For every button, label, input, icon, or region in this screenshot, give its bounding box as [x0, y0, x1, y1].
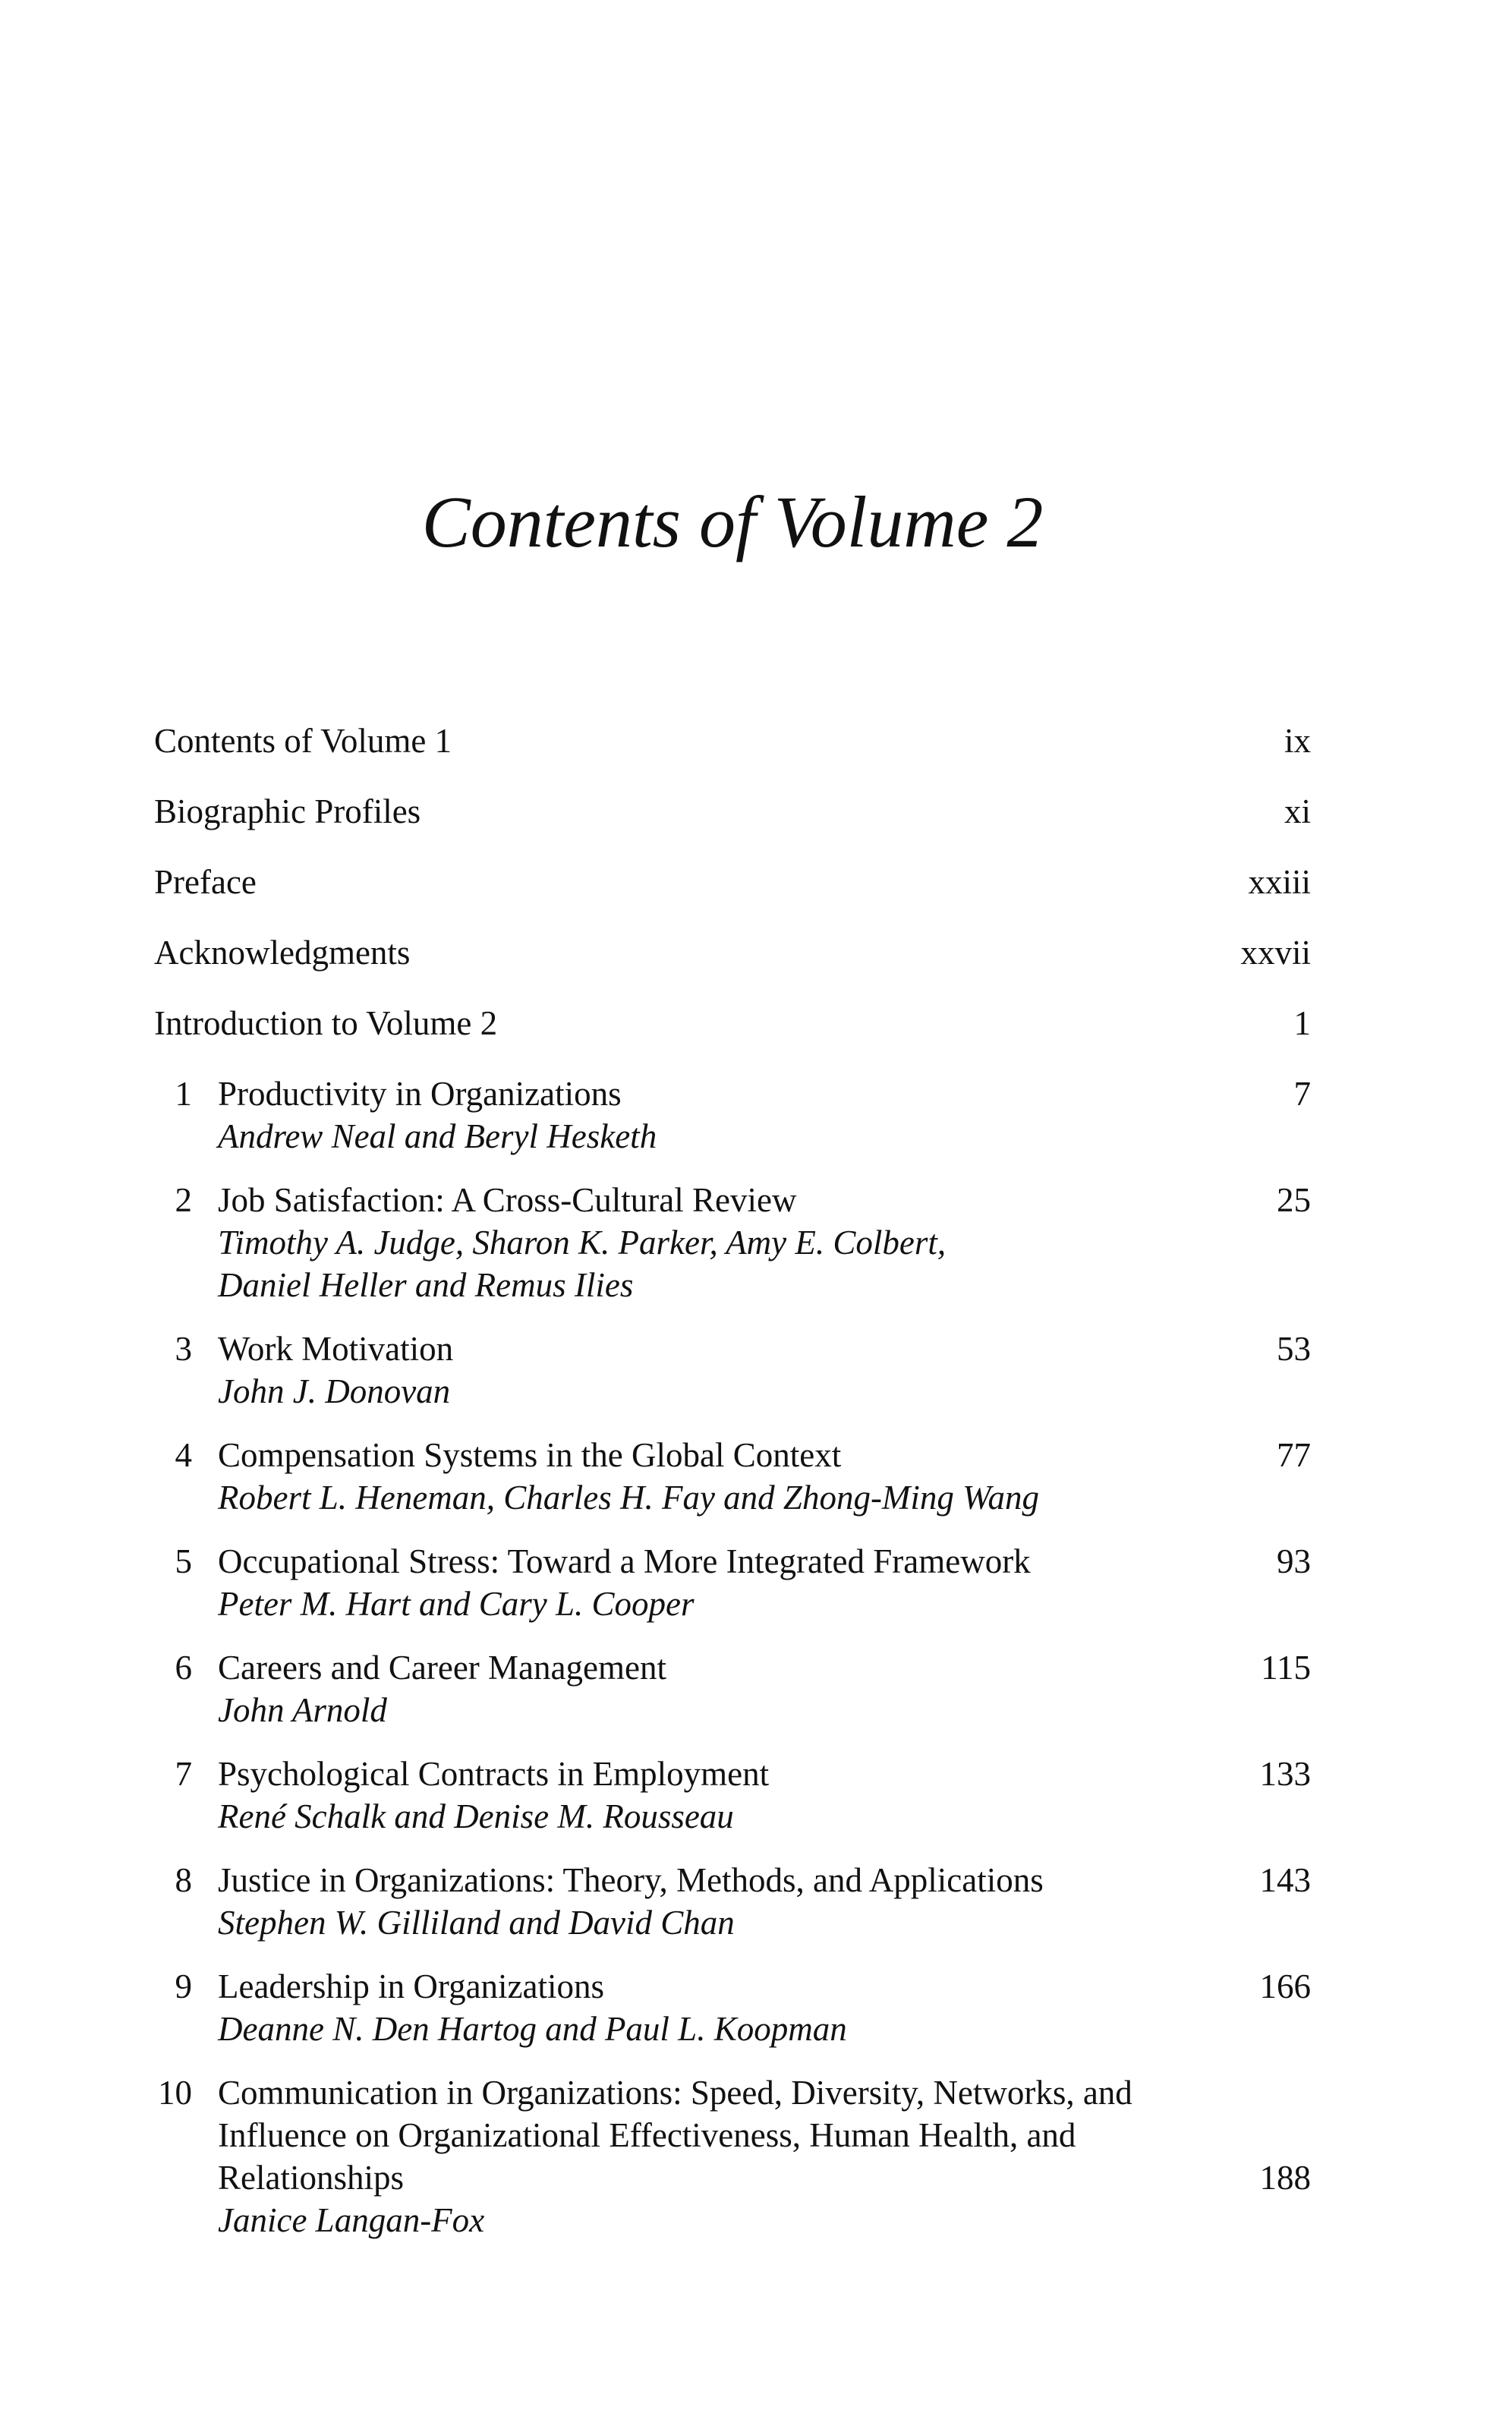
- toc-entry-page: xxiii: [1248, 863, 1311, 901]
- chapter-title: Psychological Contracts in Employment: [218, 1755, 770, 1793]
- chapter-page: 77: [1277, 1436, 1311, 1474]
- chapter-number: 10: [158, 2074, 192, 2112]
- chapter-page: 93: [1277, 1542, 1311, 1580]
- chapter-number: 4: [175, 1436, 192, 1474]
- chapter-page: 25: [1277, 1181, 1311, 1219]
- toc-entry-page: xi: [1284, 792, 1311, 830]
- chapter-page: 143: [1259, 1861, 1311, 1899]
- chapter-title: Leadership in Organizations: [218, 1967, 605, 2005]
- chapter-entry-4[interactable]: [154, 1434, 1311, 1519]
- chapter-authors: Timothy A. Judge, Sharon K. Parker, Amy E. Colbert, Daniel Heller and Remus Ilies: [218, 1224, 947, 1304]
- toc-entry-label: Introduction to Volume 2: [154, 1004, 498, 1042]
- chapter-entry-9[interactable]: [154, 1965, 1311, 2050]
- chapter-entry-5[interactable]: [154, 1540, 1311, 1625]
- chapter-title: Work Motivation: [218, 1330, 454, 1368]
- chapter-title: Compensation Systems in the Global Context: [218, 1436, 842, 1474]
- chapter-page: 53: [1277, 1330, 1311, 1368]
- chapter-entry-2[interactable]: [154, 1179, 1311, 1306]
- chapter-title: Job Satisfaction: A Cross-Cultural Review: [218, 1181, 797, 1219]
- chapter-entry-7[interactable]: [154, 1753, 1311, 1838]
- chapter-title: Careers and Career Management: [218, 1649, 666, 1687]
- chapter-authors: Janice Langan-Fox: [218, 2201, 485, 2239]
- chapter-number: 8: [175, 1861, 192, 1899]
- chapter-page: 115: [1261, 1649, 1311, 1687]
- chapter-authors: John Arnold: [218, 1691, 387, 1729]
- chapter-title: Productivity in Organizations: [218, 1075, 622, 1113]
- chapter-authors: René Schalk and Denise M. Rousseau: [218, 1797, 734, 1835]
- chapter-page: 7: [1293, 1075, 1311, 1113]
- page-title: Contents of Volume 2: [421, 481, 1044, 562]
- chapter-page: 188: [1259, 2159, 1311, 2197]
- chapter-number: 9: [175, 1967, 192, 2005]
- chapter-number: 7: [175, 1755, 192, 1793]
- chapter-number: 3: [175, 1330, 192, 1368]
- toc-entry-label: Biographic Profiles: [154, 792, 421, 830]
- chapter-entry-10[interactable]: [154, 2071, 1311, 2241]
- chapter-title: Communication in Organizations: Speed, Diversity, Networks, and Influence on Organizational Effectiveness, Human Health, and Relationships: [218, 2074, 1132, 2197]
- toc-entry-page: xxvii: [1240, 934, 1311, 972]
- chapter-authors: Deanne N. Den Hartog and Paul L. Koopman: [218, 2010, 847, 2048]
- chapter-page: 166: [1259, 1967, 1311, 2005]
- toc-entry-label: Contents of Volume 1: [154, 722, 452, 760]
- toc-entry-contents-volume-1[interactable]: [154, 720, 1311, 762]
- chapter-entry-6[interactable]: [154, 1646, 1311, 1731]
- chapter-number: 5: [175, 1542, 192, 1580]
- chapter-authors: Stephen W. Gilliland and David Chan: [218, 1904, 735, 1942]
- chapter-number: 2: [175, 1181, 192, 1219]
- toc-entry-page: ix: [1284, 722, 1311, 760]
- toc-entry-page: 1: [1293, 1004, 1311, 1042]
- chapter-number: 6: [175, 1649, 192, 1687]
- chapter-authors: Peter M. Hart and Cary L. Cooper: [218, 1585, 695, 1623]
- toc-entry-biographic-profiles[interactable]: [154, 790, 1311, 833]
- chapter-entry-3[interactable]: [154, 1328, 1311, 1413]
- toc-entry-preface[interactable]: [154, 861, 1311, 903]
- chapter-entry-1[interactable]: [154, 1073, 1311, 1158]
- chapter-entry-8[interactable]: [154, 1859, 1311, 1944]
- chapter-authors: John J. Donovan: [218, 1372, 451, 1410]
- chapter-title: Justice in Organizations: Theory, Methods, and Applications: [218, 1861, 1044, 1899]
- chapter-authors: Robert L. Heneman, Charles H. Fay and Zhong-Ming Wang: [218, 1479, 1040, 1517]
- chapter-title: Occupational Stress: Toward a More Integrated Framework: [218, 1542, 1031, 1580]
- chapter-page: 133: [1259, 1755, 1311, 1793]
- table-of-contents: [154, 720, 1311, 2263]
- toc-entry-label: Acknowledgments: [154, 934, 411, 972]
- chapter-number: 1: [175, 1075, 192, 1113]
- toc-entry-label: Preface: [154, 863, 257, 901]
- toc-entry-acknowledgments[interactable]: [154, 931, 1311, 974]
- toc-entry-introduction[interactable]: [154, 1002, 1311, 1044]
- chapter-authors: Andrew Neal and Beryl Hesketh: [218, 1117, 657, 1155]
